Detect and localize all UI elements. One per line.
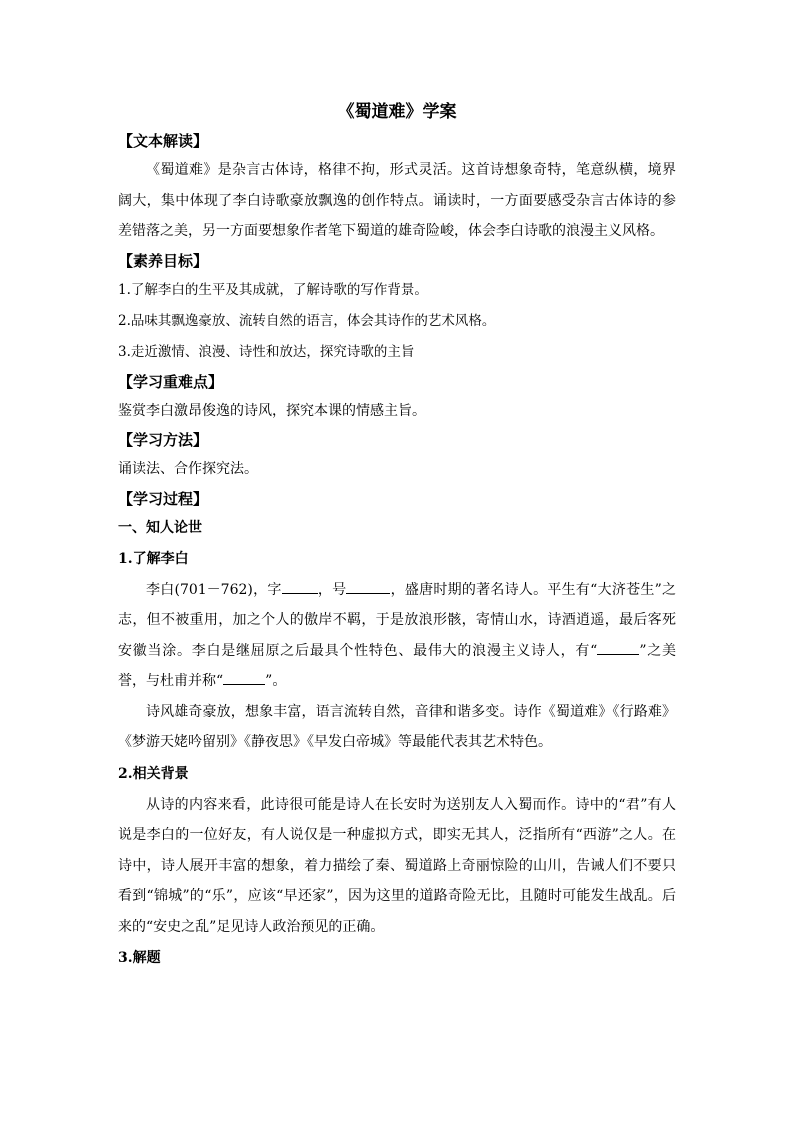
subheading-about-libai: 1.了解李白 xyxy=(118,550,189,567)
fill-blank-title[interactable] xyxy=(597,640,639,655)
subheading-background: 2.相关背景 xyxy=(118,765,189,782)
libai-style-paragraph: 诗风雄奇豪放，想象丰富，语言流转自然，音律和谐多变。诗作《蜀道难》《行路难》《梦游天姥吟留别》《静夜思》《早发白帝城》等最能代表其艺术特色。 xyxy=(118,703,676,750)
fill-blank-pairing[interactable] xyxy=(223,670,265,685)
section-heading-process: 【学习过程】 xyxy=(118,489,209,508)
libai-bio-paragraph xyxy=(118,575,676,697)
text-reading-paragraph: 《蜀道难》是杂言古体诗，格律不拘，形式灵活。这首诗想象奇特，笔意纵横，境界阔大，集中体现了李白诗歌豪放飘逸的创作特点。诵读时，一方面要感受杂言古体诗的参差错落之美，另一方面要想象作者笔下蜀道的雄奇险峻，体会李白诗歌的浪漫主义风格。 xyxy=(118,162,676,239)
goal-item-1: 1.了解李白的生平及其成就，了解诗歌的写作背景。 xyxy=(118,281,428,298)
methods-paragraph: 诵读法、合作探究法。 xyxy=(118,461,258,477)
section-heading-text-reading: 【文本解读】 xyxy=(118,132,209,150)
libai-bio-text-d: ”之美誉，与杜甫并称“ xyxy=(118,642,676,689)
goal-item-3: 3.走近激情、浪漫、诗性和放达，探究诗歌的主旨 xyxy=(118,343,415,360)
background-paragraph: 从诗的内容来看，此诗很可能是诗人在长安时为送别友人入蜀而作。诗中的“君”有人说是李白的一位好友，有人说仅是一种虚拟方式，即实无其人，泛指所有“西游”之人。在诗中，诗人展开丰富的想象，着力描绘了秦、蜀道路上奇丽惊险的山川，告诫人们不要只看到“锦城”的“乐”，应该“早还家”，因为这里的道路奇险无比，且随时可能发生战乱。后来的“安史之乱”足见诗人政治预见的正确。 xyxy=(118,796,676,935)
libai-bio-text-c: ，盛唐时期的著名诗人。平生有“大济苍生”之志，但不被重用，加之个人的傲岸不羁，于是放浪形骸，寄情山水，诗酒逍遥，最后客死安徽当涂。李白是继屈原之后最具个性特色、最伟大的浪漫主义诗人，有“ xyxy=(118,581,676,659)
fill-blank-pen-name[interactable] xyxy=(346,579,390,594)
libai-bio-text-b: ，号 xyxy=(317,581,347,598)
section-heading-key-points: 【学习重难点】 xyxy=(118,372,224,391)
libai-bio-text-a: 李白(701－762)，字 xyxy=(146,581,282,598)
document-title: 《蜀道难》学案 xyxy=(337,102,457,122)
section-heading-goals: 【素养目标】 xyxy=(118,251,209,270)
goal-item-2: 2.品味其飘逸豪放、流转自然的语言，体会其诗作的艺术风格。 xyxy=(118,312,496,329)
section-heading-methods: 【学习方法】 xyxy=(118,431,209,449)
document-page xyxy=(118,100,676,974)
libai-bio-text-e: ”。 xyxy=(265,673,287,689)
part-heading-know-the-poet: 一、知人论世 xyxy=(118,519,202,536)
key-points-paragraph: 鉴赏李白激昂俊逸的诗风，探究本课的情感主旨。 xyxy=(118,402,426,419)
subheading-title-explanation: 3.解题 xyxy=(118,950,161,966)
fill-blank-courtesy-name[interactable] xyxy=(282,579,318,594)
